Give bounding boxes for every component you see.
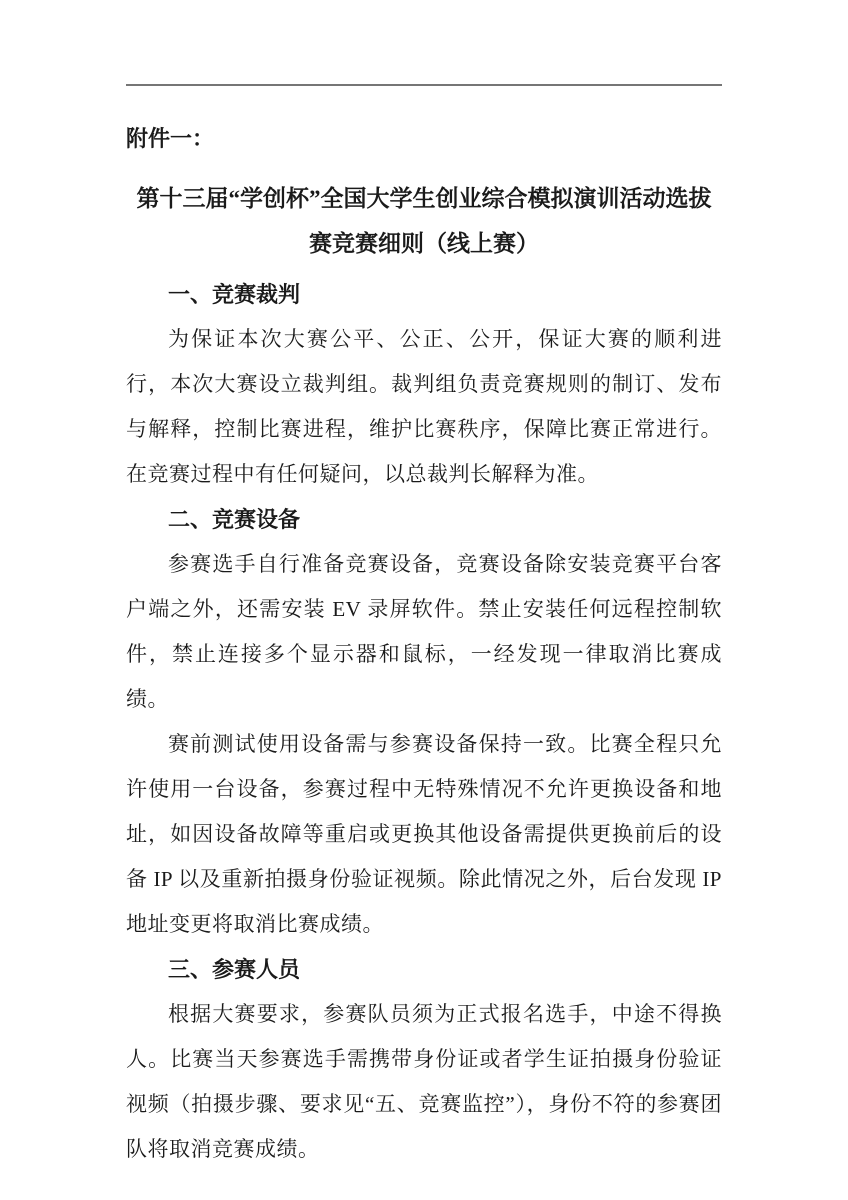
section-heading-participants: 三、参赛人员 <box>168 957 301 982</box>
header-rule-divider <box>126 84 722 86</box>
paragraph-equipment-1: 参赛选手自行准备竞赛设备，竞赛设备除安装竞赛平台客户端之外，还需安装 EV 录屏软件。禁止安装任何远程控制软件，禁止连接多个显示器和鼠标，一经发现一律取消比赛成绩。 <box>126 552 722 711</box>
paragraph-equipment-2: 赛前测试使用设备需与参赛设备保持一致。比赛全程只允许使用一台设备，参赛过程中无特殊情况不允许更换设备和地址，如因设备故障等重启或更换其他设备需提供更换前后的设备 IP 以及重新拍摄身份验证视频。除此情况之外，后台发现 IP 地址变更将取消比赛成绩。 <box>126 732 722 936</box>
document-title-line-2: 赛竞赛细则（线上赛） <box>309 231 539 256</box>
attachment-label: 附件一： <box>126 126 215 151</box>
document-title-line-1: 第十三届“学创杯”全国大学生创业综合模拟演训活动选拔 <box>136 186 712 211</box>
paragraph-judges-1: 为保证本次大赛公平、公正、公开，保证大赛的顺利进行，本次大赛设立裁判组。裁判组负责竞赛规则的制订、发布与解释，控制比赛进程，维护比赛秩序，保障比赛正常进行。在竞赛过程中有任何疑问，以总裁判长解释为准。 <box>126 327 722 486</box>
document-title <box>126 176 722 266</box>
section-heading-competition-equipment: 二、竞赛设备 <box>168 507 301 532</box>
section-heading-competition-judges: 一、竞赛裁判 <box>168 282 301 307</box>
paragraph-participants-1: 根据大赛要求，参赛队员须为正式报名选手，中途不得换人。比赛当天参赛选手需携带身份证或者学生证拍摄身份验证视频（拍摄步骤、要求见“五、竞赛监控”），身份不符的参赛团队将取消竞赛成绩。 <box>126 1002 722 1161</box>
